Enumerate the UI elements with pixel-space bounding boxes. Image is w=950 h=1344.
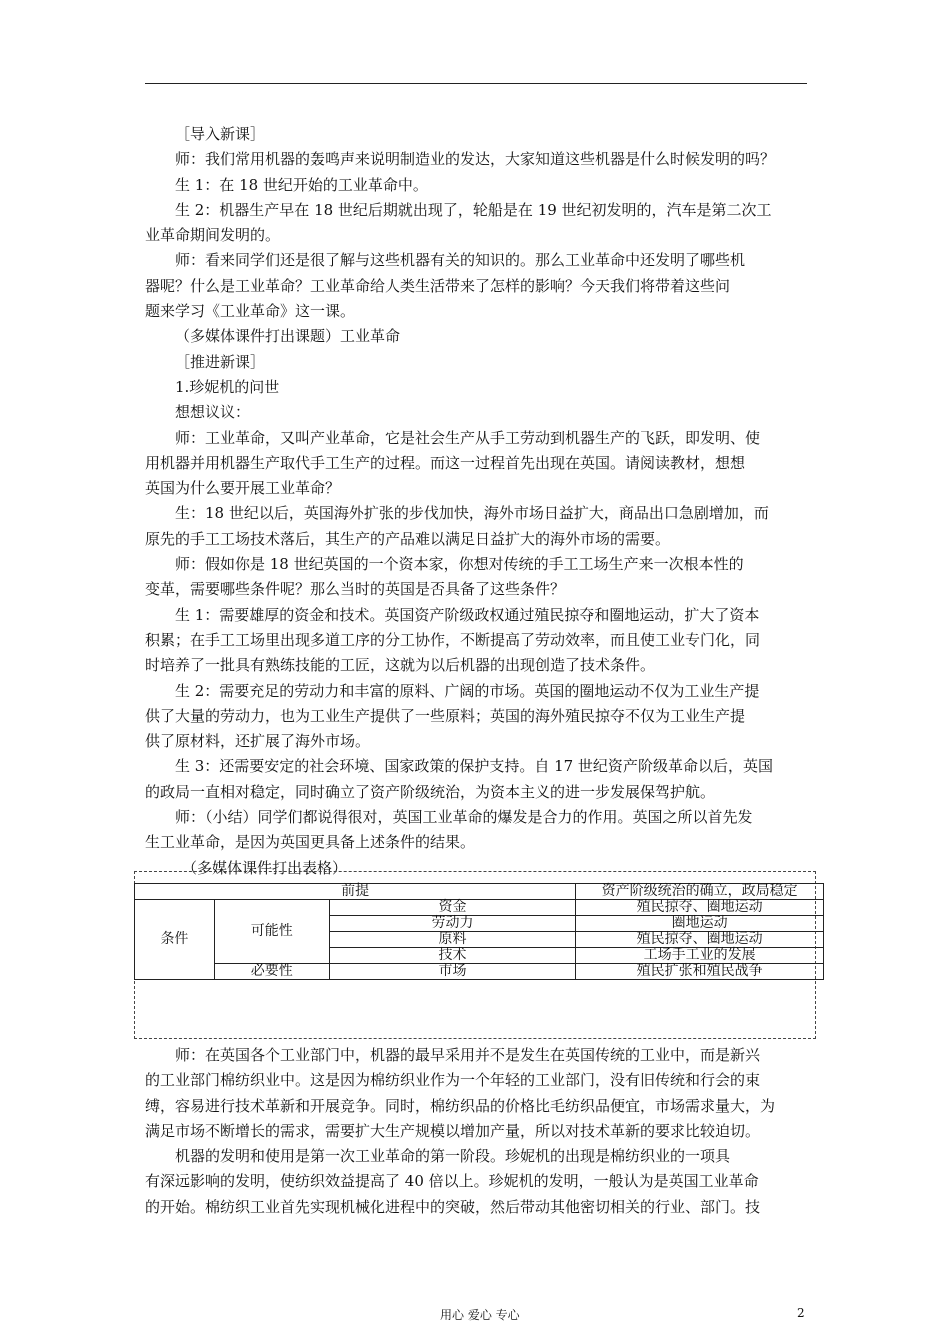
body-text-top xyxy=(145,122,807,881)
text-line: ［导入新课］ xyxy=(175,125,266,143)
text-line: 生 1：需要雄厚的资金和技术。英国资产阶级政权通过殖民掠夺和圈地运动，扩大了资本 xyxy=(175,605,760,624)
text-line: 供了大量的劳动力，也为工业生产提供了一些原料；英国的海外殖民掠夺不仅为工业生产提 xyxy=(145,706,746,725)
source-cell: 工场手工业的发展 xyxy=(576,948,824,964)
body-text-bottom xyxy=(145,1043,807,1220)
source-cell: 殖民掠夺、圈地运动 xyxy=(576,932,824,948)
text-line: 有深远影响的发明，使纺织效益提高了 40 倍以上。珍妮机的发明，一般认为是英国工业革命 xyxy=(145,1172,759,1191)
text-line: 积累；在手工工场里出现多道工序的分工协作，不断提高了劳动效率，而且使工业专门化，同 xyxy=(145,630,761,649)
table-row xyxy=(135,964,824,980)
text-line: 英国为什么要开展工业革命？ xyxy=(145,479,341,498)
possibility-cell: 可能性 xyxy=(214,900,329,964)
text-line: 缚，容易进行技术革新和开展竞争。同时，棉纺织品的价格比毛纺织品便宜，市场需求量大，为 xyxy=(145,1096,776,1115)
footer-motto: 用心 爱心 专心 xyxy=(440,1308,520,1322)
text-line: 师：（小结）同学们都说得很对，英国工业革命的爆发是合力的作用。英国之所以首先发 xyxy=(175,808,753,827)
text-line: 的工业部门棉纺织业中。这是因为棉纺织业作为一个年轻的工业部门，没有旧传统和行会的束 xyxy=(145,1071,761,1090)
text-line: 想想议议： xyxy=(175,403,251,422)
text-line: 师：工业革命，又叫产业革命，它是社会生产从手工劳动到机器生产的飞跃，即发明、使 xyxy=(175,428,761,447)
conditions-table xyxy=(134,883,824,980)
text-line: 业革命期间发明的。 xyxy=(145,226,281,245)
text-line: 生 2：需要充足的劳动力和丰富的原料、广阔的市场。英国的圈地运动不仅为工业生产提 xyxy=(175,681,760,700)
text-line: 师：看来同学们还是很了解与这些机器有关的知识的。那么工业革命中还发明了哪些机 xyxy=(175,251,746,270)
item-cell: 市场 xyxy=(329,964,576,980)
item-cell: 技术 xyxy=(329,948,576,964)
item-cell: 劳动力 xyxy=(329,916,576,932)
text-line: （多媒体课件打出课题）工业革命 xyxy=(175,327,401,346)
header-rule xyxy=(145,83,807,84)
table-row xyxy=(135,900,824,916)
text-line: 生 3：还需要安定的社会环境、国家政策的保护支持。自 17 世纪资产阶级革命以后，英国 xyxy=(175,757,773,776)
source-cell: 殖民掠夺、圈地运动 xyxy=(576,900,824,916)
text-line: 生 1：在 18 世纪开始的工业革命中。 xyxy=(175,175,428,194)
necessity-cell: 必要性 xyxy=(214,964,329,980)
text-line: 的政局一直相对稳定，同时确立了资产阶级统治，为资本主义的进一步发展保驾护航。 xyxy=(145,782,716,801)
text-line: 生 2：机器生产早在 18 世纪后期就出现了，轮船是在 19 世纪初发明的，汽车是第二次工 xyxy=(175,200,772,219)
text-line: （多媒体课件打出表格） xyxy=(182,858,348,877)
source-cell: 圈地运动 xyxy=(576,916,824,932)
text-line: ［推进新课］ xyxy=(175,352,266,371)
header-premise-cell: 前提 xyxy=(135,884,576,900)
table-header-row xyxy=(135,884,824,900)
text-line: 用机器并用机器生产取代手工生产的过程。而这一过程首先出现在英国。请阅读教材，想想 xyxy=(145,453,746,472)
text-line: 师：在英国各个工业部门中，机器的最早采用并不是发生在英国传统的工业中，而是新兴 xyxy=(175,1046,761,1064)
text-line: 师：我们常用机器的轰鸣声来说明制造业的发达，大家知道这些机器是什么时候发明的吗？ xyxy=(175,150,776,169)
text-line: 器呢？什么是工业革命？工业革命给人类生活带来了怎样的影响？今天我们将带着这些问 xyxy=(145,276,731,295)
header-political-cell: 资产阶级统治的确立，政局稳定 xyxy=(576,884,824,900)
text-line: 原先的手工工场技术落后，其生产的产品难以满足日益扩大的海外市场的需要。 xyxy=(145,529,671,548)
text-line: 生工业革命，是因为英国更具备上述条件的结果。 xyxy=(145,833,476,852)
text-line: 供了原材料，还扩展了海外市场。 xyxy=(145,732,371,751)
text-line: 时培养了一批具有熟练技能的工匠，这就为以后机器的出现创造了技术条件。 xyxy=(145,656,656,675)
page-number: 2 xyxy=(797,1306,805,1320)
text-line: 机器的发明和使用是第一次工业革命的第一阶段。珍妮机的出现是棉纺织业的一项具 xyxy=(175,1147,731,1166)
text-line: 师：假如你是 18 世纪英国的一个资本家，你想对传统的手工工场生产来一次根本性的 xyxy=(175,555,744,574)
condition-cell: 条件 xyxy=(135,900,215,980)
text-line: 1.珍妮机的问世 xyxy=(175,377,280,396)
text-line: 题来学习《工业革命》这一课。 xyxy=(145,302,356,321)
source-cell: 殖民扩张和殖民战争 xyxy=(576,964,824,980)
text-line: 生：18 世纪以后，英国海外扩张的步伐加快，海外市场日益扩大，商品出口急剧增加，而 xyxy=(175,504,769,523)
text-line: 的开始。棉纺织工业首先实现机械化进程中的突破，然后带动其他密切相关的行业、部门。技 xyxy=(145,1197,761,1216)
item-cell: 资金 xyxy=(329,900,576,916)
text-line: 满足市场不断增长的需求，需要扩大生产规模以增加产量，所以对技术革新的要求比较迫切。 xyxy=(145,1121,761,1140)
text-line: 变革，需要哪些条件呢？那么当时的英国是否具备了这些条件？ xyxy=(145,580,566,599)
item-cell: 原料 xyxy=(329,932,576,948)
